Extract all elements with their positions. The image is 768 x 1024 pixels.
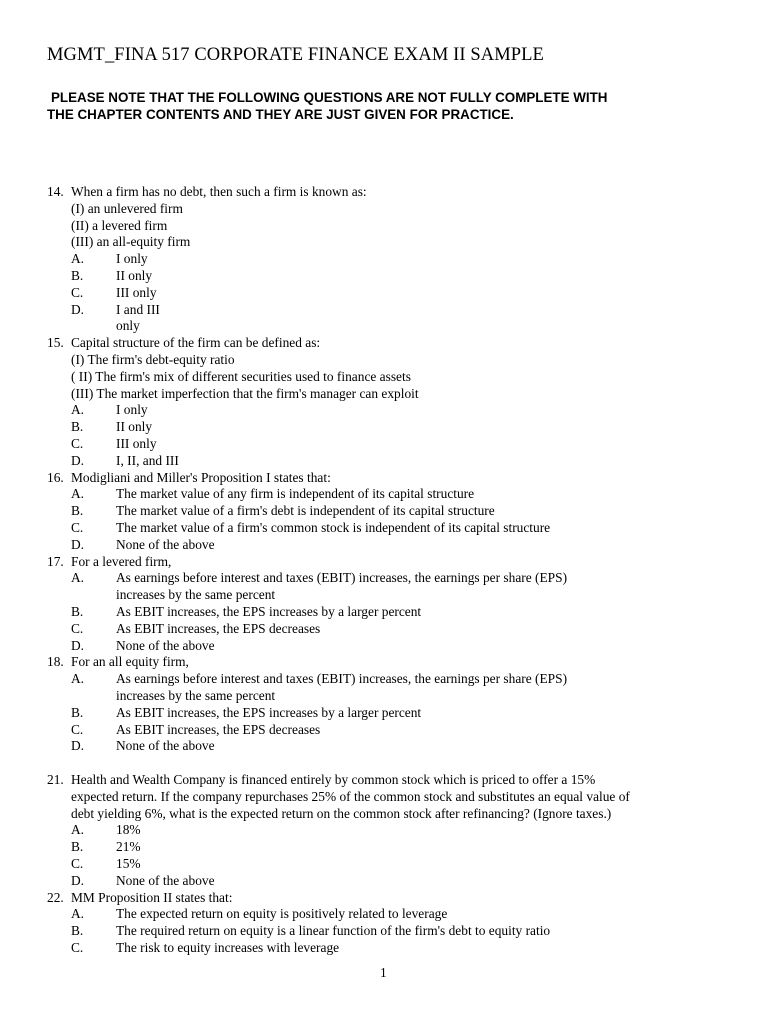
option-letter: D. — [71, 452, 85, 468]
question-21 — [0, 772, 768, 890]
question-text: MM Proposition II states that: — [71, 889, 233, 905]
text-line — [0, 352, 768, 369]
option-text: None of the above — [116, 536, 215, 552]
question-number: 14. — [47, 184, 64, 199]
text-line — [0, 554, 768, 571]
option-text: I and III — [116, 301, 160, 317]
option-text: I only — [116, 251, 148, 267]
option-letter: B. — [71, 839, 84, 855]
option-letter: C. — [71, 940, 84, 956]
answer-option-a[interactable] — [0, 402, 768, 419]
option-letter: D. — [71, 637, 85, 653]
question-text: For an all equity firm, — [71, 654, 189, 670]
answer-option-a[interactable] — [0, 688, 768, 705]
answer-option-d[interactable] — [0, 738, 768, 755]
option-text: III only — [116, 284, 157, 300]
answer-option-a[interactable] — [0, 570, 768, 587]
option-text: None of the above — [116, 872, 215, 888]
text-line — [0, 806, 768, 823]
answer-option-b[interactable] — [0, 705, 768, 722]
question-statement: (I) an unlevered firm — [71, 200, 183, 216]
question-16 — [0, 470, 768, 554]
option-text: The risk to equity increases with leverage — [116, 940, 340, 956]
text-line — [0, 369, 768, 386]
question-number: 22. — [47, 889, 64, 905]
question-text: Modigliani and Miller's Proposition I states that: — [71, 469, 331, 485]
option-text: As earnings before interest and taxes (EBIT) increases, the earnings per share (EPS) — [116, 671, 568, 687]
option-text: III only — [116, 435, 157, 451]
question-number: 17. — [47, 553, 64, 569]
option-letter: A. — [71, 570, 85, 586]
answer-option-d[interactable] — [0, 873, 768, 890]
question-22 — [0, 890, 768, 957]
question-14 — [0, 184, 768, 335]
answer-option-c[interactable] — [0, 940, 768, 957]
option-text: None of the above — [116, 637, 215, 653]
question-15 — [0, 335, 768, 469]
answer-option-c[interactable] — [0, 285, 768, 302]
option-letter: D. — [71, 301, 85, 317]
question-text: Health and Wealth Company is financed entirely by common stock which is priced to offer a 15% — [71, 772, 596, 788]
answer-option-c[interactable] — [0, 436, 768, 453]
option-letter: D. — [71, 536, 85, 552]
option-letter: D. — [71, 738, 85, 754]
exam-title: MGMT_FINA 517 CORPORATE FINANCE EXAM II SAMPLE — [47, 45, 544, 65]
answer-option-b[interactable] — [0, 604, 768, 621]
option-letter: B. — [71, 419, 84, 435]
answer-option-d[interactable] — [0, 638, 768, 655]
question-17 — [0, 554, 768, 655]
answer-option-a[interactable] — [0, 906, 768, 923]
option-letter: C. — [71, 284, 84, 300]
answer-option-d[interactable] — [0, 453, 768, 470]
option-text: The expected return on equity is positively related to leverage — [116, 906, 448, 922]
option-letter: B. — [71, 704, 84, 720]
text-line — [0, 470, 768, 487]
option-text: 21% — [116, 839, 141, 855]
option-text: The market value of a firm's debt is independent of its capital structure — [116, 503, 495, 519]
option-letter: C. — [71, 856, 84, 872]
answer-option-c[interactable] — [0, 856, 768, 873]
answer-option-b[interactable] — [0, 419, 768, 436]
question-text: When a firm has no debt, then such a firm is known as: — [71, 184, 367, 199]
answer-option-a[interactable] — [0, 587, 768, 604]
option-text: II only — [116, 267, 153, 283]
text-line — [0, 789, 768, 806]
question-number: 16. — [47, 469, 64, 485]
option-text: increases by the same percent — [116, 687, 276, 703]
text-line — [0, 218, 768, 235]
answer-option-b[interactable] — [0, 503, 768, 520]
text-line — [0, 335, 768, 352]
answer-option-d[interactable] — [0, 537, 768, 554]
text-line — [0, 386, 768, 403]
text-line — [0, 654, 768, 671]
option-text: As EBIT increases, the EPS decreases — [116, 721, 321, 737]
question-text: Capital structure of the firm can be defined as: — [71, 335, 321, 351]
option-letter: A. — [71, 402, 85, 418]
answer-option-a[interactable] — [0, 822, 768, 839]
option-text: As EBIT increases, the EPS increases by a larger percent — [116, 603, 422, 619]
question-statement: (III) an all-equity firm — [71, 234, 191, 250]
practice-note-line-2: THE CHAPTER CONTENTS AND THEY ARE JUST GIVEN FOR PRACTICE. — [47, 107, 514, 122]
practice-note — [47, 89, 727, 123]
question-statement: (II) a levered firm — [71, 217, 168, 233]
option-text: The required return on equity is a linear function of the firm's debt to equity ratio — [116, 923, 551, 939]
option-letter: A. — [71, 251, 85, 267]
text-line — [0, 201, 768, 218]
question-statement: (I) The firm's debt-equity ratio — [71, 351, 235, 367]
option-letter: B. — [71, 267, 84, 283]
answer-option-c[interactable] — [0, 722, 768, 739]
question-list — [0, 184, 768, 957]
option-text: As EBIT increases, the EPS decreases — [116, 620, 321, 636]
option-letter: B. — [71, 603, 84, 619]
answer-option-b[interactable] — [0, 268, 768, 285]
option-letter: C. — [71, 620, 84, 636]
option-letter: A. — [71, 906, 85, 922]
question-text: debt yielding 6%, what is the expected return on the common stock after refinancing? (Ignore taxes.) — [71, 805, 612, 821]
option-letter: C. — [71, 435, 84, 451]
question-18 — [0, 654, 768, 755]
option-text: 15% — [116, 856, 141, 872]
text-line — [0, 184, 768, 201]
option-letter: C. — [71, 519, 84, 535]
option-text: I, II, and III — [116, 452, 179, 468]
option-text: None of the above — [116, 738, 215, 754]
answer-option-b[interactable] — [0, 839, 768, 856]
question-statement: ( II) The firm's mix of different securities used to finance assets — [71, 368, 411, 384]
question-statement: (III) The market imperfection that the firm's manager can exploit — [71, 385, 419, 401]
text-line — [0, 772, 768, 789]
question-number: 21. — [47, 772, 64, 788]
answer-option-d[interactable] — [0, 318, 768, 335]
option-text: As earnings before interest and taxes (EBIT) increases, the earnings per share (EPS) — [116, 570, 568, 586]
question-text: For a levered firm, — [71, 553, 172, 569]
question-number: 15. — [47, 335, 64, 351]
text-line — [0, 234, 768, 251]
option-letter: C. — [71, 721, 84, 737]
option-text: I only — [116, 402, 148, 418]
answer-option-d[interactable] — [0, 302, 768, 319]
answer-option-c[interactable] — [0, 520, 768, 537]
answer-option-a[interactable] — [0, 486, 768, 503]
option-text: only — [116, 318, 140, 334]
option-letter: D. — [71, 872, 85, 888]
answer-option-a[interactable] — [0, 671, 768, 688]
answer-option-c[interactable] — [0, 621, 768, 638]
option-text: The market value of any firm is independent of its capital structure — [116, 486, 475, 502]
question-number: 18. — [47, 654, 64, 670]
answer-option-a[interactable] — [0, 251, 768, 268]
option-text: increases by the same percent — [116, 587, 276, 603]
option-letter: B. — [71, 503, 84, 519]
option-text: The market value of a firm's common stock is independent of its capital structure — [116, 519, 551, 535]
option-text: II only — [116, 419, 153, 435]
option-letter: A. — [71, 486, 85, 502]
option-text: As EBIT increases, the EPS increases by a larger percent — [116, 704, 422, 720]
option-letter: B. — [71, 923, 84, 939]
section-gap — [0, 755, 768, 772]
page-number: 1 — [380, 965, 387, 980]
text-line — [0, 890, 768, 907]
answer-option-b[interactable] — [0, 923, 768, 940]
option-letter: A. — [71, 822, 85, 838]
question-text: expected return. If the company repurchases 25% of the common stock and substitutes an equal value of — [71, 788, 630, 804]
option-text: 18% — [116, 822, 141, 838]
practice-note-line-1: PLEASE NOTE THAT THE FOLLOWING QUESTIONS ARE NOT FULLY COMPLETE WITH — [51, 90, 608, 105]
option-letter: A. — [71, 671, 85, 687]
